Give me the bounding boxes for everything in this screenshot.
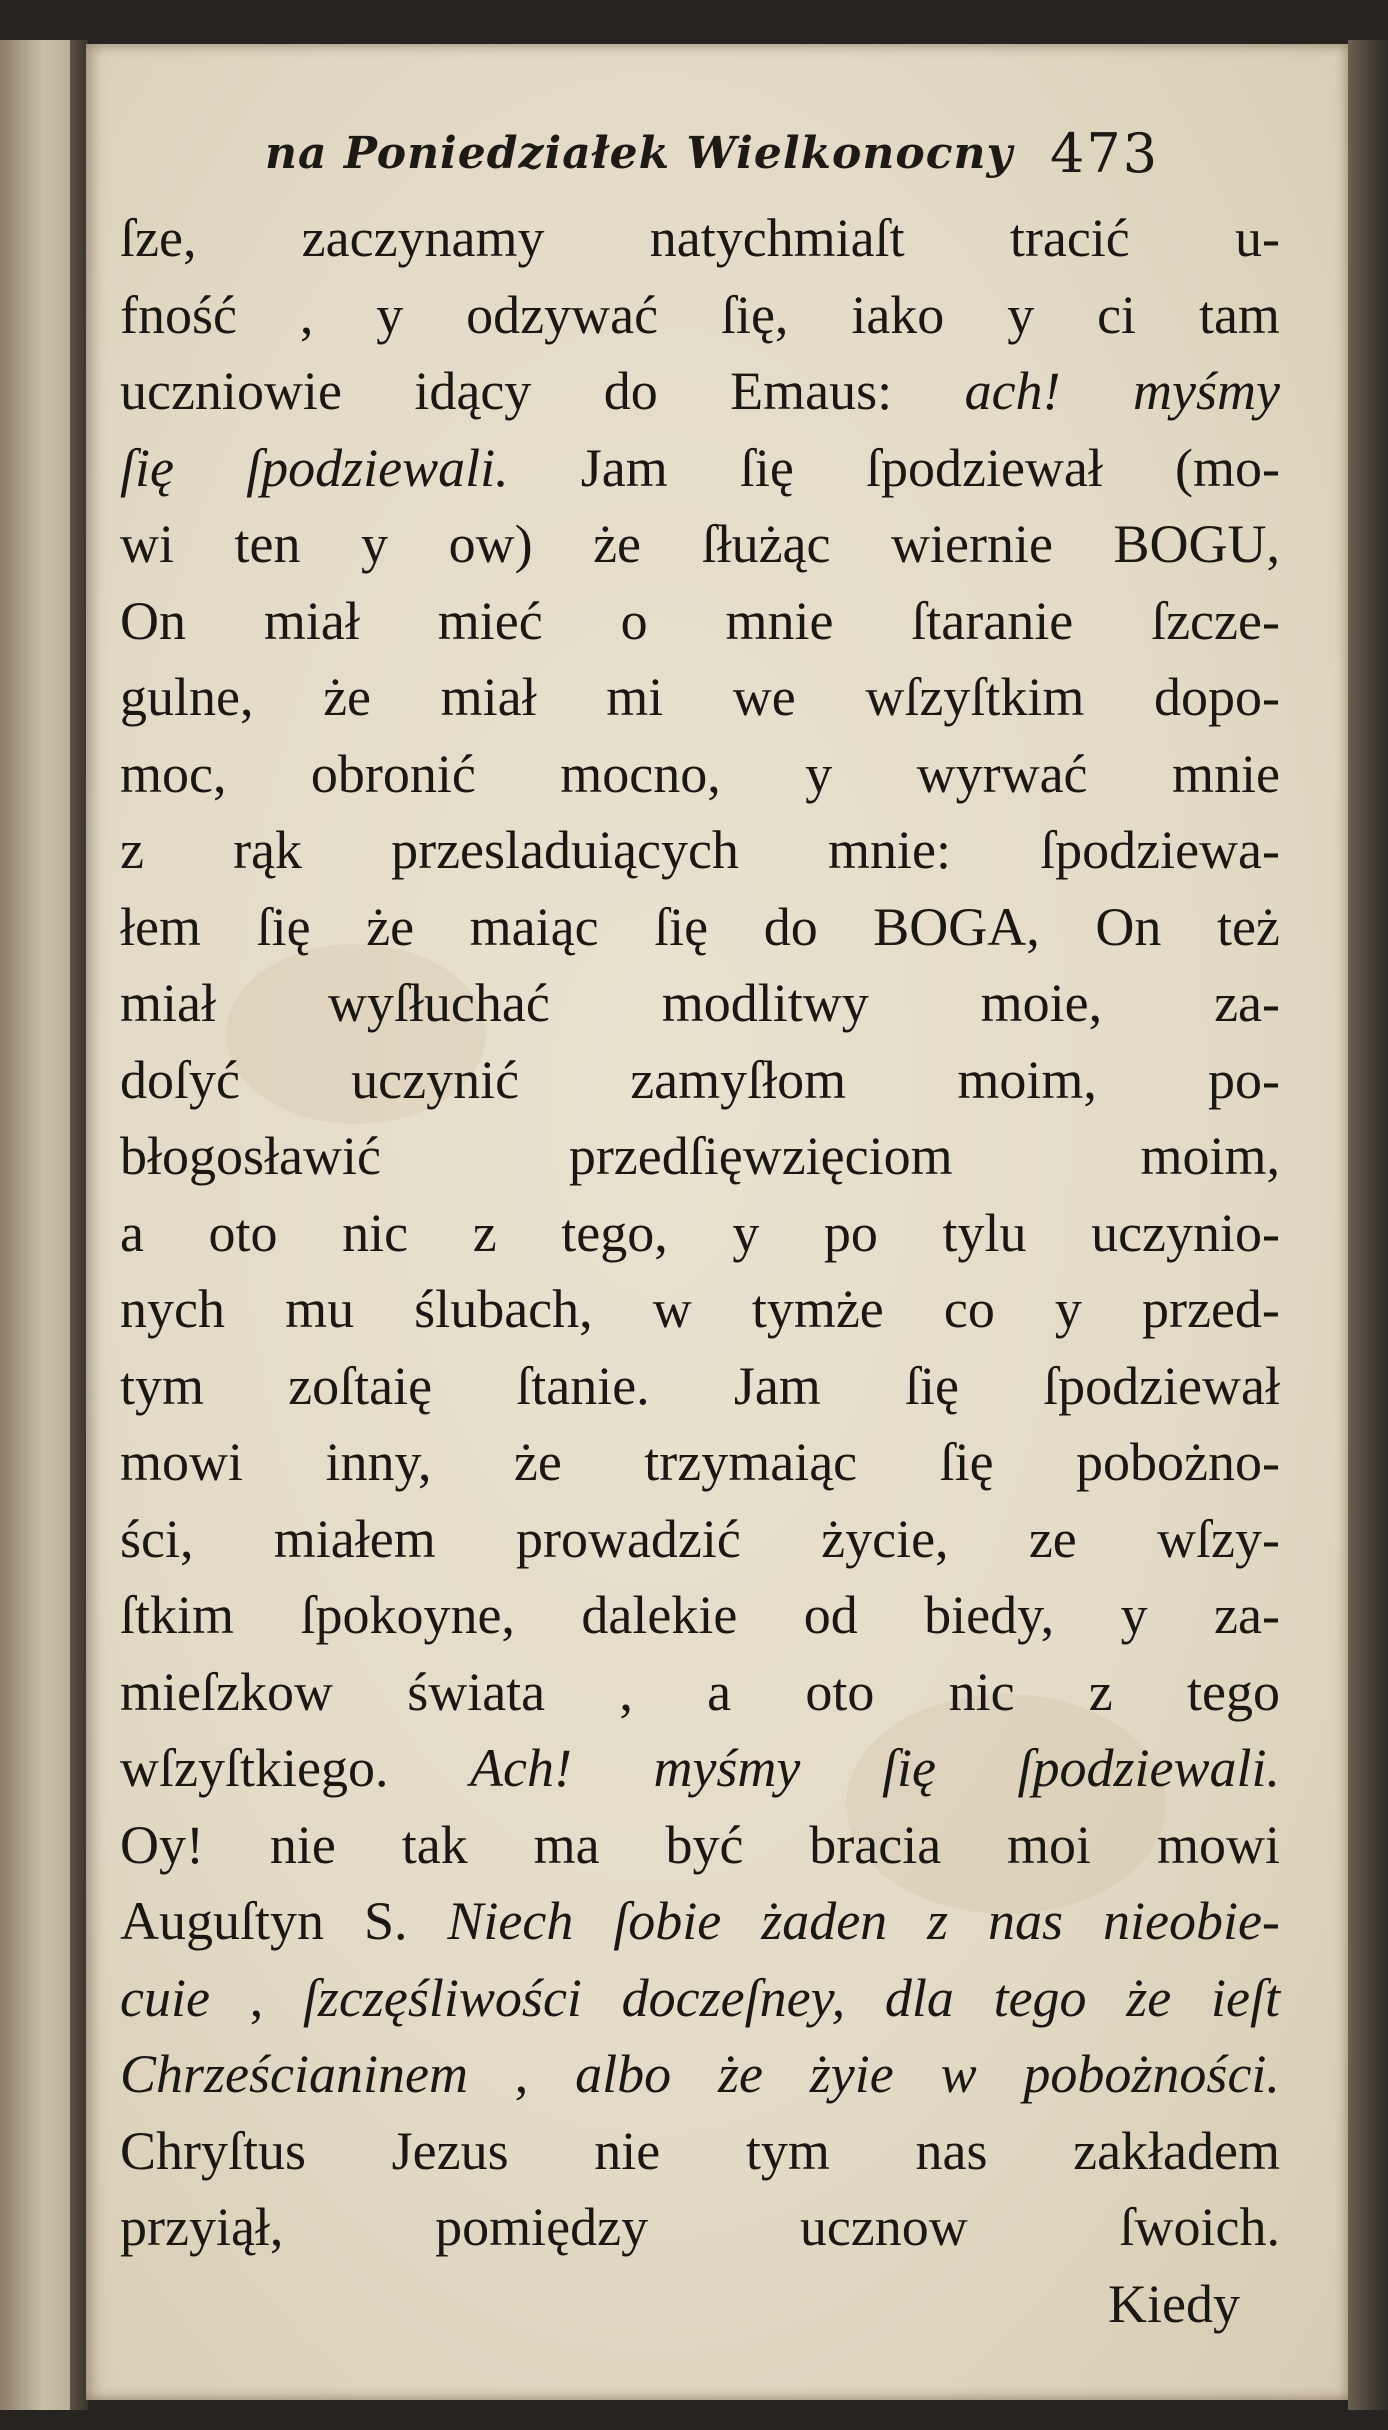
word: doczeſney, [621, 1967, 846, 2028]
word: nic [342, 1202, 409, 1263]
word: a [120, 1202, 144, 1263]
word: tego [993, 1967, 1087, 2028]
word: żyie [809, 2044, 894, 2104]
word: ſię [881, 1738, 936, 1798]
text-line [120, 430, 1280, 507]
word: ſię, [720, 284, 789, 345]
word: Chrześcianinem [120, 2044, 468, 2104]
word: iako [851, 284, 945, 345]
word: we [732, 667, 796, 727]
word: ſobie [613, 1891, 722, 1951]
word: ſpodziewa- [1040, 820, 1280, 880]
word: oto [208, 1202, 278, 1263]
word: do [763, 896, 818, 957]
word: S. [363, 1891, 408, 1951]
text-line [120, 2189, 1280, 2266]
word: modlitwy [661, 973, 869, 1033]
word: nie [269, 1814, 336, 1875]
word: Ach! [469, 1738, 572, 1798]
word: bracia [809, 1814, 942, 1875]
word: że [513, 1432, 562, 1492]
word: nych [120, 1279, 225, 1339]
word: w [652, 1279, 692, 1339]
word: nie [594, 2120, 661, 2181]
word: ſię [654, 896, 709, 957]
word: wi [120, 514, 174, 574]
word: ślubach, [414, 1279, 593, 1339]
word: y [376, 284, 404, 345]
text-line [120, 1807, 1280, 1884]
text-line [120, 200, 1280, 277]
word: BOGU, [1113, 514, 1280, 574]
word: mowi [1156, 1814, 1280, 1875]
page-edge-shadow [1348, 40, 1388, 2410]
word: ow) [448, 514, 533, 574]
word: doſyć [120, 1049, 240, 1110]
word: Jam [733, 1355, 821, 1416]
word: rąk [233, 820, 303, 880]
word: maiąc [469, 896, 599, 957]
word: Auguſtyn [120, 1891, 325, 1951]
word: nic [948, 1661, 1015, 1722]
word: y [805, 743, 833, 804]
word: , [249, 1967, 264, 2028]
word: moim, [957, 1049, 1097, 1110]
text-line [120, 812, 1280, 889]
word: dopo- [1153, 667, 1280, 727]
word: ſię [120, 437, 174, 498]
word: zoſtaię [288, 1355, 433, 1416]
word: że [717, 2044, 763, 2104]
word: że [1126, 1967, 1172, 2028]
word: mnie [725, 590, 834, 651]
word: tym [120, 1355, 205, 1416]
text-line [120, 1042, 1280, 1119]
word: co [943, 1279, 995, 1339]
word: ten [234, 514, 301, 574]
word: za- [1214, 973, 1280, 1033]
word: a [707, 1661, 732, 1722]
word: ſzcze- [1151, 590, 1280, 651]
word: ſtanie. [516, 1355, 650, 1416]
word: trzymaiąc [644, 1432, 858, 1492]
word: ſpodziewał [865, 437, 1103, 498]
word: przedſięwzięciom [568, 1126, 953, 1186]
text-line [120, 965, 1280, 1042]
word: nas [988, 1891, 1064, 1951]
text-line [120, 889, 1280, 966]
word: moim, [1140, 1126, 1280, 1186]
word: ucznow [799, 2197, 968, 2257]
word: ści, [120, 1508, 194, 1569]
word: tam [1198, 284, 1280, 345]
word: pobożności. [1023, 2044, 1280, 2104]
word: ſię [739, 437, 794, 498]
word: moc, [120, 743, 227, 804]
text-line [120, 1883, 1280, 1960]
word: ſpokoyne, [300, 1585, 515, 1645]
word: o [620, 590, 648, 651]
word: uczniowie [120, 361, 342, 421]
word: y [1007, 284, 1035, 345]
text-line [120, 1730, 1280, 1807]
word: pobożno- [1076, 1432, 1280, 1492]
text-line [120, 2036, 1280, 2113]
word: wſzy- [1157, 1508, 1280, 1569]
word: mieć [437, 590, 543, 651]
word: błogosławić [120, 1126, 381, 1186]
word: wſzyſtkiego. [120, 1738, 389, 1798]
word: do [603, 361, 658, 421]
word: dalekie [581, 1585, 738, 1645]
text-line [120, 583, 1280, 660]
word: ieſt [1211, 1967, 1280, 2028]
text-line [120, 1960, 1280, 2037]
word: mieſzkow [120, 1661, 333, 1722]
word: fność [120, 284, 237, 345]
word: ſpodziewali. [1017, 1738, 1280, 1798]
word: miałem [273, 1508, 436, 1569]
word: tak [401, 1814, 468, 1875]
catchword-line [120, 2266, 1280, 2343]
word: On [1095, 896, 1162, 957]
facing-page-edge [0, 40, 78, 2410]
text-line [120, 1654, 1280, 1731]
word: miał [263, 590, 360, 651]
page-header [265, 100, 1285, 200]
word: życie, [821, 1508, 949, 1569]
word: tego [1186, 1661, 1280, 1722]
word: z [927, 1891, 949, 1951]
word: mnie [1171, 743, 1280, 804]
word: ſwoich. [1119, 2197, 1280, 2257]
word: mocno, [560, 743, 721, 804]
word: wſzyſtkim [865, 667, 1085, 727]
word: nieobie- [1102, 1891, 1280, 1951]
word: Jam [580, 437, 668, 498]
word: od [803, 1585, 858, 1645]
word: tymże [751, 1279, 884, 1339]
catchword: Kiedy [1108, 2273, 1240, 2334]
word: idący [414, 361, 532, 421]
word: zakładem [1073, 2120, 1280, 2181]
word: gulne, [120, 667, 254, 727]
word: ma [533, 1814, 600, 1875]
word: tylu [942, 1202, 1027, 1263]
word: świata [407, 1661, 546, 1722]
word: odzywać [466, 284, 659, 345]
word: obronić [310, 743, 476, 804]
word: zaczynamy [301, 208, 545, 268]
word: ſze, [120, 208, 197, 268]
word: że [366, 896, 415, 957]
word: mi [606, 667, 664, 727]
word: ſię [256, 896, 311, 957]
text-line [120, 736, 1280, 813]
word: przyiął, [120, 2197, 284, 2257]
text-line [120, 1118, 1280, 1195]
word: tym [745, 2120, 830, 2181]
word: mowi [120, 1432, 244, 1492]
word: ach! [964, 361, 1061, 421]
page-number: 473 [1050, 122, 1160, 185]
word: że [323, 667, 372, 727]
word: On [120, 590, 186, 651]
text-line [120, 1195, 1280, 1272]
word: BOGA, [873, 896, 1040, 957]
word: biedy, [924, 1585, 1055, 1645]
word: za- [1214, 1585, 1280, 1645]
text-line [120, 1424, 1280, 1501]
text-line [120, 1501, 1280, 1578]
word: ſłużąc [701, 514, 831, 574]
text-line [120, 2113, 1280, 2190]
word: po [823, 1202, 878, 1263]
word: miał [120, 973, 216, 1033]
word: y [732, 1202, 760, 1263]
text-line [120, 1271, 1280, 1348]
word: y [1120, 1585, 1148, 1645]
text-line [120, 506, 1280, 583]
word: żaden [761, 1891, 888, 1951]
word: (mo- [1175, 437, 1280, 498]
word: ſtaranie [911, 590, 1074, 651]
body-text [120, 200, 1280, 2342]
word: że [593, 514, 642, 574]
word: myśmy [653, 1738, 801, 1798]
word: Jezus [391, 2120, 509, 2181]
word: moie, [980, 973, 1103, 1033]
word: Emaus: [730, 361, 893, 421]
text-line [120, 277, 1280, 354]
word: ſpodziewał [1043, 1355, 1280, 1416]
word: ſzczęśliwości [302, 1967, 582, 2028]
word: ſię [939, 1432, 994, 1492]
word: po- [1207, 1049, 1280, 1110]
word: cuie [120, 1967, 210, 2028]
word: przesladuiących [391, 820, 739, 880]
word: uczynić [351, 1049, 520, 1110]
word: łem [120, 896, 201, 957]
word: zamyſłom [630, 1049, 847, 1110]
word: pomiędzy [435, 2197, 649, 2257]
word: ſię [904, 1355, 959, 1416]
word: nas [915, 2120, 988, 2181]
word: ze [1028, 1508, 1077, 1569]
word: w [940, 2044, 977, 2104]
word: dla [884, 1967, 954, 2028]
text-line [120, 659, 1280, 736]
word: y [1054, 1279, 1082, 1339]
word: , [619, 1661, 633, 1722]
word: inny, [325, 1432, 432, 1492]
word: miał [440, 667, 537, 727]
word: Niech [447, 1891, 574, 1951]
word: wyſłuchać [327, 973, 550, 1033]
word: natychmiaſt [649, 208, 905, 268]
word: ci [1097, 284, 1137, 345]
word: tego, [561, 1202, 668, 1263]
word: z [120, 820, 144, 880]
text-line [120, 353, 1280, 430]
word: wyrwać [916, 743, 1088, 804]
text-line [120, 1348, 1280, 1425]
word: z [472, 1202, 497, 1263]
word: też [1216, 896, 1280, 957]
word: ſtkim [120, 1585, 235, 1645]
word: mu [285, 1279, 355, 1339]
word: moi [1007, 1814, 1092, 1875]
word: Chryſtus [120, 2120, 307, 2181]
word: być [665, 1814, 744, 1875]
word: u- [1235, 208, 1280, 268]
running-head: na Poniedziałek Wielkonocny [265, 128, 1014, 179]
word: myśmy [1132, 361, 1280, 421]
word: , [514, 2044, 529, 2104]
text-line [120, 1577, 1280, 1654]
word: tracić [1009, 208, 1130, 268]
word: przed- [1142, 1279, 1280, 1339]
word: , [299, 284, 314, 345]
word: Oy! [120, 1814, 204, 1875]
word: prowadzić [515, 1508, 741, 1569]
word: mnie: [828, 820, 951, 880]
word: oto [805, 1661, 875, 1722]
word: y [361, 514, 389, 574]
word: z [1088, 1661, 1113, 1722]
word: wiernie [891, 514, 1053, 574]
word: albo [575, 2044, 672, 2104]
word: ſpodziewali. [246, 437, 509, 498]
word: uczynio- [1091, 1202, 1280, 1263]
